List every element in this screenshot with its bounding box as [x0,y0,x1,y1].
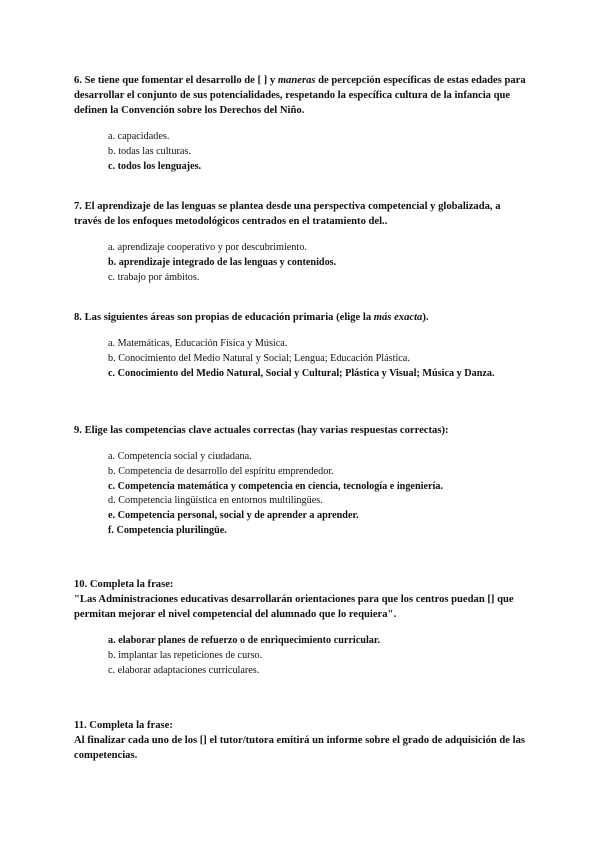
question-text [74,73,530,118]
option-f-correct: f. Competencia plurilingüe. [108,524,227,536]
option-c-correct: c. Conocimiento del Medio Natural, Social y Cultural; Plástica y Visual; Música y Danza. [108,367,495,379]
answer-options [108,337,530,381]
option-a: a. Competencia social y ciudadana. [108,451,252,462]
option-b: b. implantar las repeticiones de curso. [108,649,263,661]
question-8 [74,310,530,381]
question-text [74,310,530,325]
option-c-correct: c. todos los lenguajes. [108,160,202,172]
question-text: "Las Administraciones educativas desarrollarán orientaciones para que los centros puedan [] que permitan mejorar el nivel competencial del alumnado que lo requiera". [74,594,514,620]
answer-options [108,450,530,539]
answer-options [108,130,530,174]
question-7 [74,199,530,285]
option-c: c. trabajo por ámbitos. [108,271,200,283]
option-a: a. aprendizaje cooperativo y por descubrimiento. [108,242,307,253]
question-9 [74,423,530,539]
question-title: 10. Completa la frase: [74,579,174,590]
question-11 [74,718,530,763]
question-text-italic: más exacta [373,312,423,323]
option-a: a. capacidades. [108,131,170,142]
option-d: d. Competencia lingüística en entornos multilingües. [108,495,323,507]
answer-options [108,241,530,285]
question-text: 7. El aprendizaje de las lenguas se plantea desde una perspectiva competencial y globalizada, a través de los enfoques metodológicos centrados en el tratamiento del.. [74,201,501,227]
option-a-correct: a. elaborar planes de refuerzo o de enriquecimiento curricular. [108,635,381,646]
question-text-part: ). [422,312,429,323]
option-b-correct: b. aprendizaje integrado de las lenguas y contenidos. [108,256,337,268]
question-text-part: 8. Las siguientes áreas son propias de educación primaria (elige la [74,312,374,323]
question-text: Al finalizar cada uno de los [] el tutor/tutora emitirá un informe sobre el grado de adquisición de las competencias. [74,735,526,761]
option-b: b. Conocimiento del Medio Natural y Social; Lengua; Educación Plástica. [108,352,410,364]
question-text: 9. Elige las competencias clave actuales correctas (hay varias respuestas correctas): [74,425,449,436]
option-b: b. todas las culturas. [108,145,191,157]
option-a: a. Matemáticas, Educación Física y Música. [108,338,288,349]
question-text-italic: maneras [277,75,316,86]
option-c-correct: c. Competencia matemática y competencia en ciencia, tecnología e ingeniería. [108,480,443,492]
question-text-part: de percepción específicas de estas edades para desarrollar el conjunto de sus potencialidades, respetando la específica cultura de la infancia que definen la Convención sobre los Derechos del Niño. [74,75,526,116]
option-e-correct: e. Competencia personal, social y de aprender a aprender. [108,510,359,522]
answer-options [108,634,530,678]
option-b: b. Competencia de desarrollo del espíritu emprendedor. [108,465,334,477]
question-10 [74,577,530,678]
question-title: 11. Completa la frase: [74,720,173,731]
question-6 [74,73,530,174]
question-text-part: 6. Se tiene que fomentar el desarrollo de [ ] y [74,75,278,86]
option-c: c. elaborar adaptaciones curriculares. [108,664,260,676]
